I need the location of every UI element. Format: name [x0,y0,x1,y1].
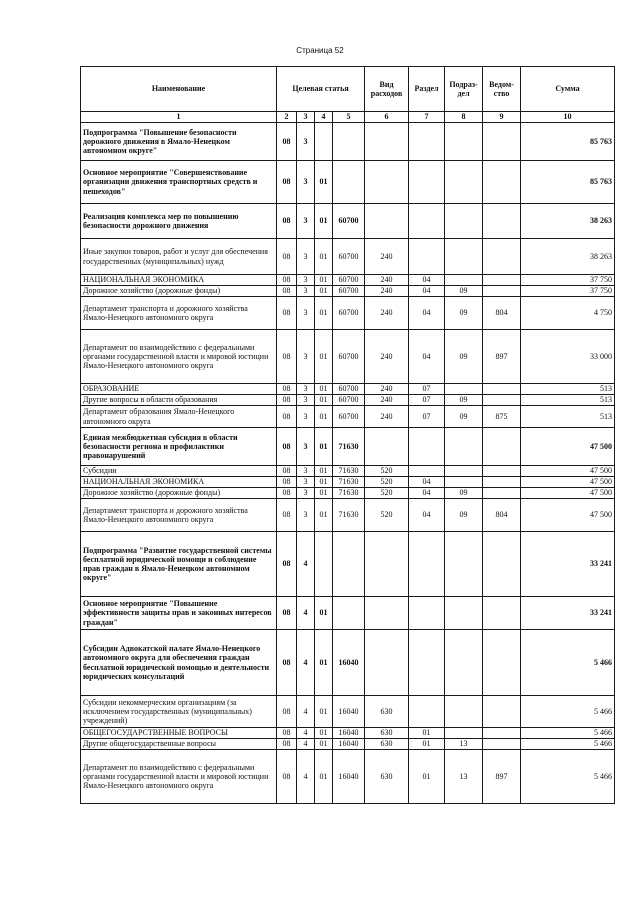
row-direction-code: 60700 [333,275,365,286]
row-program-code: 08 [277,630,297,696]
row-amount: 37 750 [521,286,615,297]
row-amount: 513 [521,406,615,428]
row-program-code: 08 [277,406,297,428]
row-event-code: 01 [315,239,333,275]
row-subsection: 13 [445,739,483,750]
row-subprogram-code: 3 [297,384,315,395]
row-direction-code: 71630 [333,488,365,499]
row-department [483,597,521,630]
row-program-code: 08 [277,750,297,804]
column-number: 10 [521,112,615,123]
row-event-code: 01 [315,395,333,406]
row-event-code: 01 [315,384,333,395]
row-department [483,739,521,750]
row-department [483,123,521,161]
row-direction-code: 60700 [333,330,365,384]
row-department [483,275,521,286]
row-name: Дорожное хозяйство (дорожные фонды) [81,286,277,297]
row-direction-code: 71630 [333,466,365,477]
row-subsection: 09 [445,286,483,297]
column-number: 9 [483,112,521,123]
row-direction-code [333,161,365,204]
row-amount: 85 763 [521,161,615,204]
row-program-code: 08 [277,728,297,739]
row-expense-type: 520 [365,488,409,499]
table-row [81,123,615,161]
row-program-code: 08 [277,161,297,204]
column-number: 5 [333,112,365,123]
row-department [483,428,521,466]
table-row [81,488,615,499]
row-department: 804 [483,297,521,330]
row-department [483,532,521,597]
table-row [81,630,615,696]
row-event-code [315,123,333,161]
row-subprogram-code: 4 [297,630,315,696]
column-number: 7 [409,112,445,123]
row-subprogram-code: 3 [297,286,315,297]
row-subprogram-code: 4 [297,728,315,739]
row-amount: 33 000 [521,330,615,384]
row-expense-type [365,123,409,161]
row-subsection: 09 [445,488,483,499]
row-expense-type [365,597,409,630]
row-subsection [445,428,483,466]
row-subsection [445,239,483,275]
row-expense-type: 240 [365,239,409,275]
header-department: Ведом-ство [483,67,521,112]
row-expense-type: 240 [365,406,409,428]
column-number: 1 [81,112,277,123]
row-program-code: 08 [277,477,297,488]
row-event-code [315,532,333,597]
row-program-code: 08 [277,499,297,532]
row-section: 07 [409,406,445,428]
row-event-code: 01 [315,297,333,330]
row-event-code: 01 [315,466,333,477]
row-department [483,466,521,477]
row-direction-code: 16040 [333,750,365,804]
row-section [409,123,445,161]
row-program-code: 08 [277,428,297,466]
row-section: 04 [409,275,445,286]
row-subsection [445,204,483,239]
row-expense-type [365,630,409,696]
row-amount: 38 263 [521,239,615,275]
row-expense-type: 630 [365,728,409,739]
row-event-code: 01 [315,597,333,630]
row-subprogram-code: 4 [297,696,315,728]
row-subsection: 09 [445,297,483,330]
row-name: НАЦИОНАЛЬНАЯ ЭКОНОМИКА [81,477,277,488]
row-subsection: 13 [445,750,483,804]
row-amount: 33 241 [521,532,615,597]
row-subsection [445,384,483,395]
row-subprogram-code: 3 [297,488,315,499]
row-amount: 5 466 [521,696,615,728]
row-program-code: 08 [277,123,297,161]
row-section: 01 [409,739,445,750]
row-subprogram-code: 3 [297,477,315,488]
table-row [81,696,615,728]
row-expense-type: 240 [365,275,409,286]
row-amount: 47 500 [521,488,615,499]
row-department [483,696,521,728]
table-row [81,239,615,275]
row-section: 01 [409,750,445,804]
row-direction-code: 16040 [333,630,365,696]
row-subprogram-code: 3 [297,123,315,161]
row-subprogram-code: 3 [297,428,315,466]
row-section [409,239,445,275]
row-department [483,204,521,239]
row-event-code: 01 [315,696,333,728]
row-section: 04 [409,330,445,384]
row-direction-code: 16040 [333,728,365,739]
row-section [409,204,445,239]
header-amount: Сумма [521,67,615,112]
row-program-code: 08 [277,204,297,239]
table-row [81,466,615,477]
page-number-label: Страница 52 [296,46,344,55]
row-expense-type [365,204,409,239]
row-name: ОБРАЗОВАНИЕ [81,384,277,395]
row-direction-code: 60700 [333,297,365,330]
row-amount: 38 263 [521,204,615,239]
row-amount: 5 466 [521,750,615,804]
row-subsection [445,597,483,630]
row-event-code: 01 [315,161,333,204]
row-subprogram-code: 3 [297,275,315,286]
row-section [409,696,445,728]
row-program-code: 08 [277,488,297,499]
row-subprogram-code: 3 [297,406,315,428]
row-name: Субсидии некоммерческим организациям (за исключением государственных (муниципальных) учреждений) [81,696,277,728]
table-row [81,330,615,384]
row-subsection [445,466,483,477]
row-section [409,161,445,204]
row-program-code: 08 [277,597,297,630]
row-subsection: 09 [445,499,483,532]
row-program-code: 08 [277,395,297,406]
row-expense-type: 520 [365,466,409,477]
row-direction-code: 60700 [333,204,365,239]
row-expense-type: 520 [365,499,409,532]
row-direction-code: 60700 [333,286,365,297]
row-event-code: 01 [315,477,333,488]
row-section [409,597,445,630]
row-event-code: 01 [315,286,333,297]
row-name: Основное мероприятие "Повышение эффективности защиты прав и законных интересов граждан" [81,597,277,630]
row-event-code: 01 [315,750,333,804]
row-expense-type: 630 [365,696,409,728]
row-subsection [445,696,483,728]
row-event-code: 01 [315,728,333,739]
row-subsection [445,161,483,204]
row-subsection [445,532,483,597]
row-subprogram-code: 3 [297,297,315,330]
row-program-code: 08 [277,739,297,750]
row-event-code: 01 [315,499,333,532]
row-subprogram-code: 3 [297,499,315,532]
table-row [81,286,615,297]
row-department [483,161,521,204]
row-subprogram-code: 4 [297,597,315,630]
row-department: 897 [483,330,521,384]
table-row [81,728,615,739]
row-direction-code: 60700 [333,395,365,406]
row-subprogram-code: 4 [297,739,315,750]
row-section: 04 [409,499,445,532]
row-event-code: 01 [315,739,333,750]
row-name: ОБЩЕГОСУДАРСТВЕННЫЕ ВОПРОСЫ [81,728,277,739]
row-department: 897 [483,750,521,804]
row-expense-type [365,428,409,466]
row-name: Дорожное хозяйство (дорожные фонды) [81,488,277,499]
table-row [81,161,615,204]
row-direction-code: 60700 [333,384,365,395]
row-amount: 5 466 [521,728,615,739]
column-number: 6 [365,112,409,123]
row-expense-type [365,161,409,204]
row-section: 07 [409,384,445,395]
row-program-code: 08 [277,696,297,728]
row-section [409,466,445,477]
table-body [81,123,615,804]
row-department [483,395,521,406]
row-section [409,428,445,466]
table-row [81,204,615,239]
row-subprogram-code: 3 [297,239,315,275]
row-name: Реализация комплекса мер по повышению безопасности дорожного движения [81,204,277,239]
row-subsection: 09 [445,395,483,406]
header-row [81,67,615,112]
row-department: 804 [483,499,521,532]
row-event-code: 01 [315,406,333,428]
row-subsection: 09 [445,406,483,428]
row-event-code: 01 [315,330,333,384]
row-department [483,630,521,696]
table-row [81,406,615,428]
column-number: 3 [297,112,315,123]
table-row [81,597,615,630]
table-row [81,297,615,330]
row-subsection [445,630,483,696]
row-subprogram-code: 3 [297,395,315,406]
column-number: 8 [445,112,483,123]
row-amount: 33 241 [521,597,615,630]
row-expense-type: 240 [365,384,409,395]
row-section: 01 [409,728,445,739]
row-subsection [445,275,483,286]
row-subprogram-code: 3 [297,161,315,204]
table-row [81,395,615,406]
row-direction-code [333,597,365,630]
row-event-code: 01 [315,630,333,696]
row-direction-code: 71630 [333,499,365,532]
row-name: Субсидии Адвокатской палате Ямало-Ненецкого автономного округа для обеспечения граждан бесплатной юридической помощью и деятельности юридических консультаций [81,630,277,696]
row-section: 04 [409,477,445,488]
row-subsection [445,123,483,161]
row-direction-code: 16040 [333,696,365,728]
row-amount: 47 500 [521,499,615,532]
header-subsection: Подраз-дел [445,67,483,112]
table-row [81,750,615,804]
row-direction-code: 60700 [333,239,365,275]
row-department [483,488,521,499]
row-program-code: 08 [277,532,297,597]
row-program-code: 08 [277,466,297,477]
row-event-code: 01 [315,488,333,499]
row-department [483,477,521,488]
row-name: Департамент транспорта и дорожного хозяйства Ямало-Ненецкого автономного округа [81,499,277,532]
row-amount: 85 763 [521,123,615,161]
row-name: Основное мероприятие "Совершенствование организации движения транспортных средств и пешеходов" [81,161,277,204]
row-section [409,532,445,597]
row-amount: 47 500 [521,477,615,488]
row-expense-type: 240 [365,297,409,330]
table-row [81,275,615,286]
row-subsection: 09 [445,330,483,384]
row-department [483,384,521,395]
row-section: 04 [409,297,445,330]
row-direction-code [333,123,365,161]
row-direction-code: 60700 [333,406,365,428]
header-name: Наименование [81,67,277,112]
row-expense-type: 520 [365,477,409,488]
row-department [483,286,521,297]
header-target: Целевая статья [277,67,365,112]
row-name: Субсидии [81,466,277,477]
row-name: Иные закупки товаров, работ и услуг для обеспечения государственных (муниципальных) нужд [81,239,277,275]
row-name: Департамент образования Ямало-Ненецкого автономного округа [81,406,277,428]
row-event-code: 01 [315,204,333,239]
row-expense-type: 630 [365,750,409,804]
table-row [81,739,615,750]
row-direction-code: 71630 [333,428,365,466]
column-number-row [81,112,615,123]
row-section: 07 [409,395,445,406]
row-program-code: 08 [277,275,297,286]
row-program-code: 08 [277,286,297,297]
row-amount: 47 500 [521,428,615,466]
row-department: 875 [483,406,521,428]
row-subprogram-code: 4 [297,532,315,597]
row-amount: 4 750 [521,297,615,330]
row-section: 04 [409,488,445,499]
budget-table [80,66,615,804]
row-expense-type: 240 [365,286,409,297]
row-name: Другие общегосударственные вопросы [81,739,277,750]
row-name: Другие вопросы в области образования [81,395,277,406]
column-number: 2 [277,112,297,123]
table-row [81,532,615,597]
row-direction-code: 71630 [333,477,365,488]
row-subprogram-code: 4 [297,750,315,804]
row-direction-code [333,532,365,597]
row-subsection [445,728,483,739]
row-expense-type: 240 [365,330,409,384]
column-number: 4 [315,112,333,123]
row-name: Департамент транспорта и дорожного хозяйства Ямало-Ненецкого автономного округа [81,297,277,330]
row-direction-code: 16040 [333,739,365,750]
row-program-code: 08 [277,297,297,330]
row-amount: 5 466 [521,739,615,750]
table-row [81,477,615,488]
row-expense-type: 240 [365,395,409,406]
row-expense-type [365,532,409,597]
row-program-code: 08 [277,384,297,395]
row-subsection [445,477,483,488]
header-section: Раздел [409,67,445,112]
row-name: Единая межбюджетная субсидия в области безопасности региона и профилактики правонарушений [81,428,277,466]
row-subprogram-code: 3 [297,466,315,477]
row-name: Подпрограмма "Развитие государственной системы бесплатной юридической помощи и соблюдение прав граждан в Ямало-Ненецком автономном округе" [81,532,277,597]
row-subprogram-code: 3 [297,204,315,239]
row-program-code: 08 [277,330,297,384]
row-amount: 47 500 [521,466,615,477]
row-department [483,239,521,275]
row-event-code: 01 [315,275,333,286]
header-expense-type: Вид расходов [365,67,409,112]
row-section: 04 [409,286,445,297]
row-amount: 37 750 [521,275,615,286]
row-expense-type: 630 [365,739,409,750]
row-name: Департамент по взаимодействию с федеральными органами государственной власти и мировой юстиции Ямало-Ненецкого автономного округа [81,330,277,384]
row-amount: 513 [521,395,615,406]
row-department [483,728,521,739]
row-name: НАЦИОНАЛЬНАЯ ЭКОНОМИКА [81,275,277,286]
row-amount: 513 [521,384,615,395]
table-row [81,499,615,532]
row-program-code: 08 [277,239,297,275]
row-event-code: 01 [315,428,333,466]
row-section [409,630,445,696]
row-subprogram-code: 3 [297,330,315,384]
row-name: Подпрограмма "Повышение безопасности дорожного движения в Ямало-Ненецком автономном округе" [81,123,277,161]
row-name: Департамент по взаимодействию с федеральными органами государственной власти и мировой юстиции Ямало-Ненецкого автономного округа [81,750,277,804]
table-row [81,428,615,466]
table-row [81,384,615,395]
row-amount: 5 466 [521,630,615,696]
